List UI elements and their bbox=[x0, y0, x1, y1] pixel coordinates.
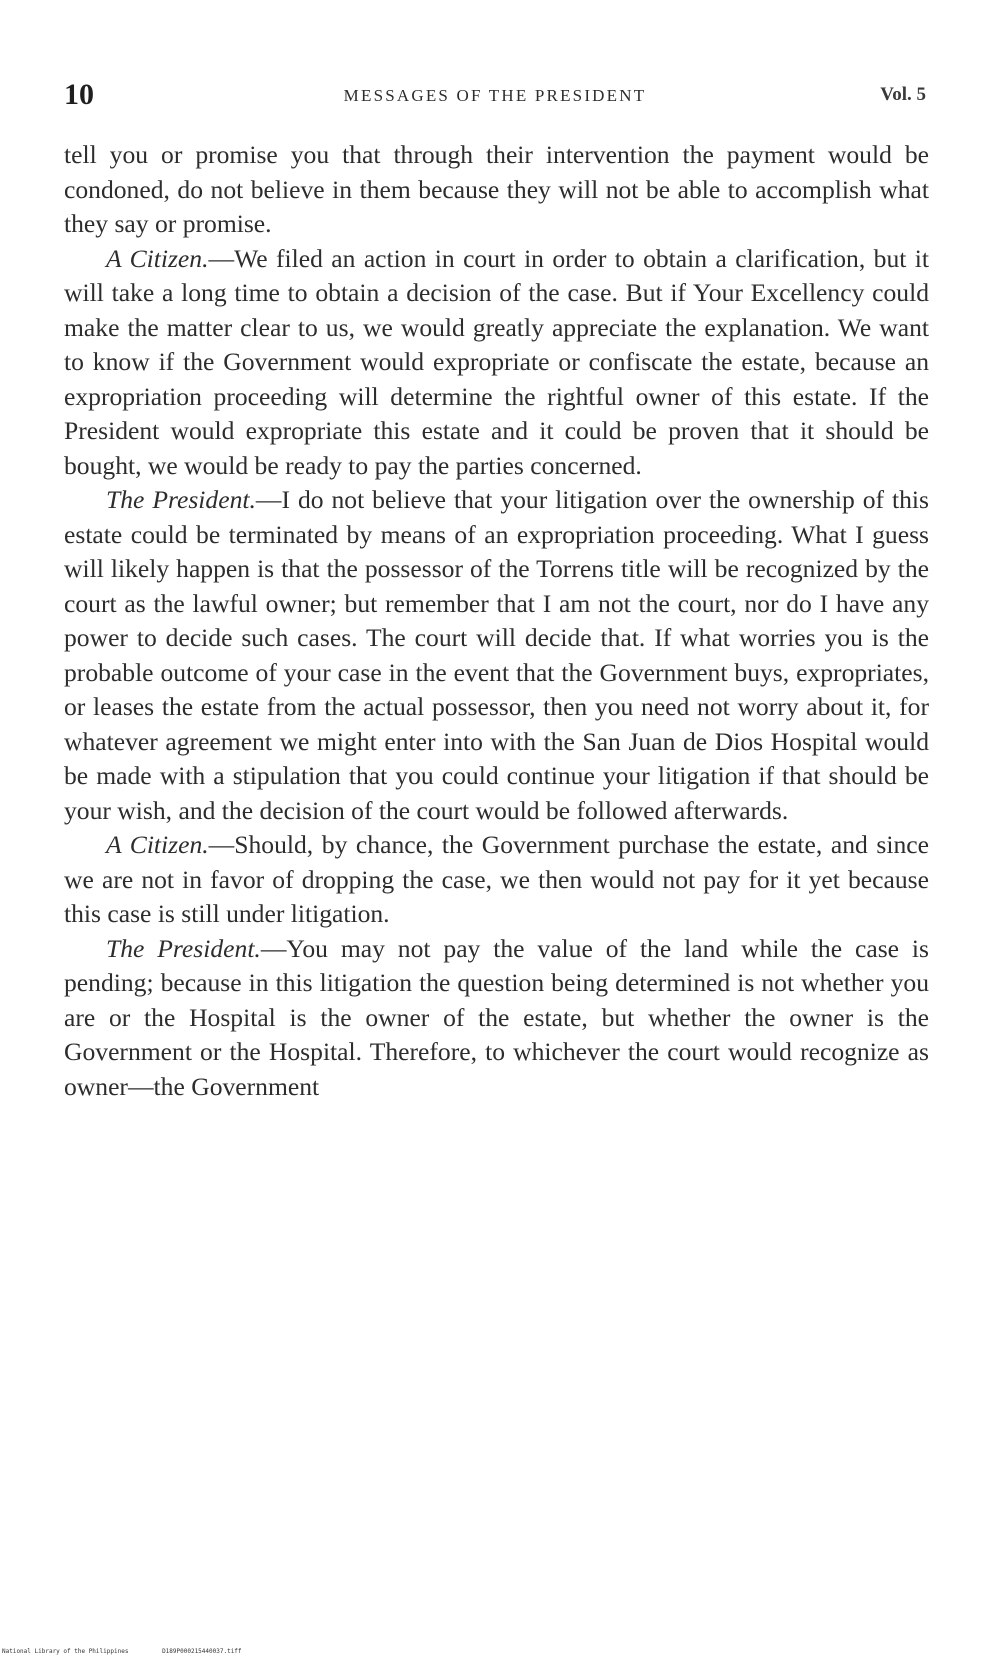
paragraph bbox=[64, 828, 929, 932]
footer-library: National Library of the Philippines bbox=[2, 1648, 129, 1655]
speaker-label: The President. bbox=[106, 933, 261, 963]
volume-label: Vol. 5 bbox=[880, 84, 926, 105]
paragraph bbox=[64, 932, 929, 1105]
speaker-label: A Citizen. bbox=[106, 830, 209, 859]
body-text bbox=[64, 138, 929, 1104]
paragraph bbox=[64, 483, 929, 828]
paragraph-text: tell you or promise you that through their intervention the payment would be condoned, do not believe in them because they will not be able to accomplish what they say or promise. bbox=[64, 140, 929, 238]
paragraph-text: —I do not believe that your litigation over the ownership of this estate could be terminated by means of an expropriation proceeding. What I guess will likely happen is that the possessor of the Torrens title will be recognized by the court as the lawful owner; but remember that I am not the court, nor do I have any power to decide such cases. The court will decide that. If what worries you is the probable outcome of your case in the event that the Government buys, expropriates, or leases the estate from the actual possessor, then you need not worry about it, for whatever agreement we might enter into with the San Juan de Dios Hospital would be made with a stipulation that you could continue your litigation if that should be your wish, and the decision of the court would be followed afterwards. bbox=[64, 485, 929, 825]
paragraph bbox=[64, 138, 929, 242]
paragraph-text: —Should, by chance, the Government purchase the estate, and since we are not in favor of dropping the case, we then would not pay for it yet because this case is still under litigation. bbox=[64, 830, 929, 928]
paragraph bbox=[64, 242, 929, 484]
speaker-label: The President. bbox=[106, 485, 256, 514]
paragraph-text: —You may not pay the value of the land while the case is pending; because in this litigation the question being determined is not whether you are or the Hospital is the owner of the estate, but whether the owner is the Government or the Hospital. Therefore, to whichever the court would recognize as owner—the Government bbox=[64, 933, 929, 1101]
paragraph-text: —We filed an action in court in order to obtain a clarification, but it will take a long time to obtain a decision of the case. But if Your Excellency could make the matter clear to us, we would greatly appreciate the explanation. We want to know if the Government would expropriate or confiscate the estate, because an expropriation proceeding will determine the rightful owner of this estate. If the President would expropriate this estate and it could be proven that it should be bought, we would be ready to pay the parties concerned. bbox=[64, 243, 929, 480]
page-header bbox=[64, 78, 926, 118]
footer-file-id: D189P000215440037.tiff bbox=[162, 1648, 242, 1655]
page-number: 10 bbox=[64, 78, 94, 111]
speaker-label: A Citizen. bbox=[106, 243, 209, 273]
scan-footer bbox=[2, 1648, 272, 1655]
running-head: MESSAGES OF THE PRESIDENT bbox=[343, 86, 647, 105]
